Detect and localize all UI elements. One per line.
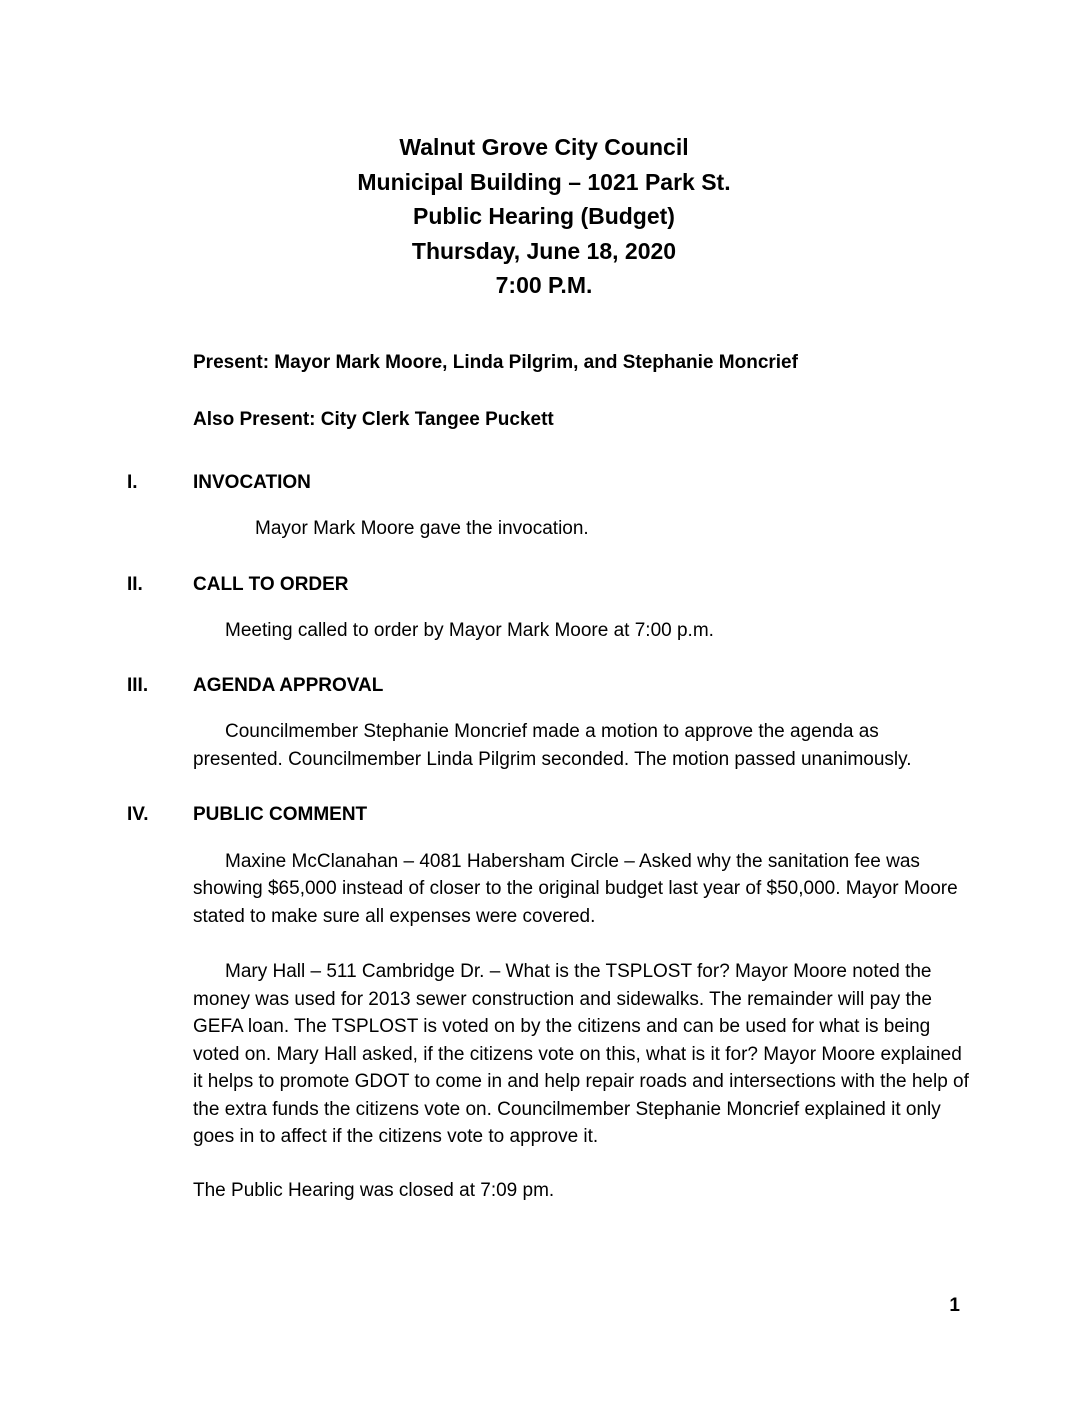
- title-line-date: Thursday, June 18, 2020: [411, 237, 677, 264]
- section-paragraph: Meeting called to order by Mayor Mark Moore at 7:00 p.m.: [225, 620, 714, 641]
- section-heading: [127, 672, 1088, 700]
- section-public-comment: [0, 801, 1088, 1151]
- public-comment-mary-hall: Mary Hall – 511 Cambridge Dr. – What is the TSPLOST for? Mayor Moore noted the money was used for 2013 sewer construction and sidewalks. The remainder will pay the GEFA loan. The TSPLOST is voted on by the citizens and can be used for what is being voted on. Mary Hall asked, if the citizens vote on this, what is it for? Mayor Moore explained it helps to promote GDOT to come in and help repair roads and intersections with the help of the extra funds the citizens vote on. Councilmember Stephanie Moncrief explained it only goes in to affect if the citizens vote to approve it.: [193, 961, 969, 1147]
- section-numeral: I.: [127, 471, 138, 493]
- document-title-block: [0, 0, 1088, 303]
- section-heading: [127, 469, 1088, 497]
- section-agenda-approval: [0, 672, 1088, 774]
- section-heading: [127, 801, 1088, 829]
- title-line-location: Municipal Building – 1021 Park St.: [357, 168, 731, 195]
- section-call-to-order: [0, 571, 1088, 645]
- section-invocation: [0, 469, 1088, 543]
- public-comment-maxine-mcclanahan: Maxine McClanahan – 4081 Habersham Circle – Asked why the sanitation fee was showing $65,000 instead of closer to the original budget last year of $50,000. Mayor Moore stated to make sure all expenses were covered.: [193, 850, 958, 927]
- section-heading-label: INVOCATION: [193, 471, 311, 493]
- also-present-line: Also Present: City Clerk Tangee Puckett: [193, 409, 554, 430]
- section-numeral: IV.: [127, 804, 149, 825]
- page-number: 1: [949, 1295, 960, 1316]
- title-line-council: Walnut Grove City Council: [399, 134, 689, 160]
- section-numeral: III.: [127, 674, 149, 696]
- section-numeral: II.: [127, 573, 143, 595]
- section-heading-label: AGENDA APPROVAL: [193, 674, 384, 696]
- present-line: Present: Mayor Mark Moore, Linda Pilgrim, and Stephanie Moncrief: [193, 351, 798, 373]
- title-line-meeting-type: Public Hearing (Budget): [413, 203, 675, 229]
- section-heading-label: CALL TO ORDER: [193, 573, 349, 595]
- section-paragraph: Mayor Mark Moore gave the invocation.: [255, 518, 589, 539]
- title-line-time: 7:00 P.M.: [495, 272, 593, 298]
- closing-statement: The Public Hearing was closed at 7:09 pm.: [193, 1179, 555, 1201]
- section-heading: [127, 571, 1088, 599]
- section-paragraph: Councilmember Stephanie Moncrief made a motion to approve the agenda as presented. Councilmember Linda Pilgrim seconded. The motion passed unanimously.: [193, 721, 912, 770]
- section-heading-label: PUBLIC COMMENT: [193, 804, 368, 825]
